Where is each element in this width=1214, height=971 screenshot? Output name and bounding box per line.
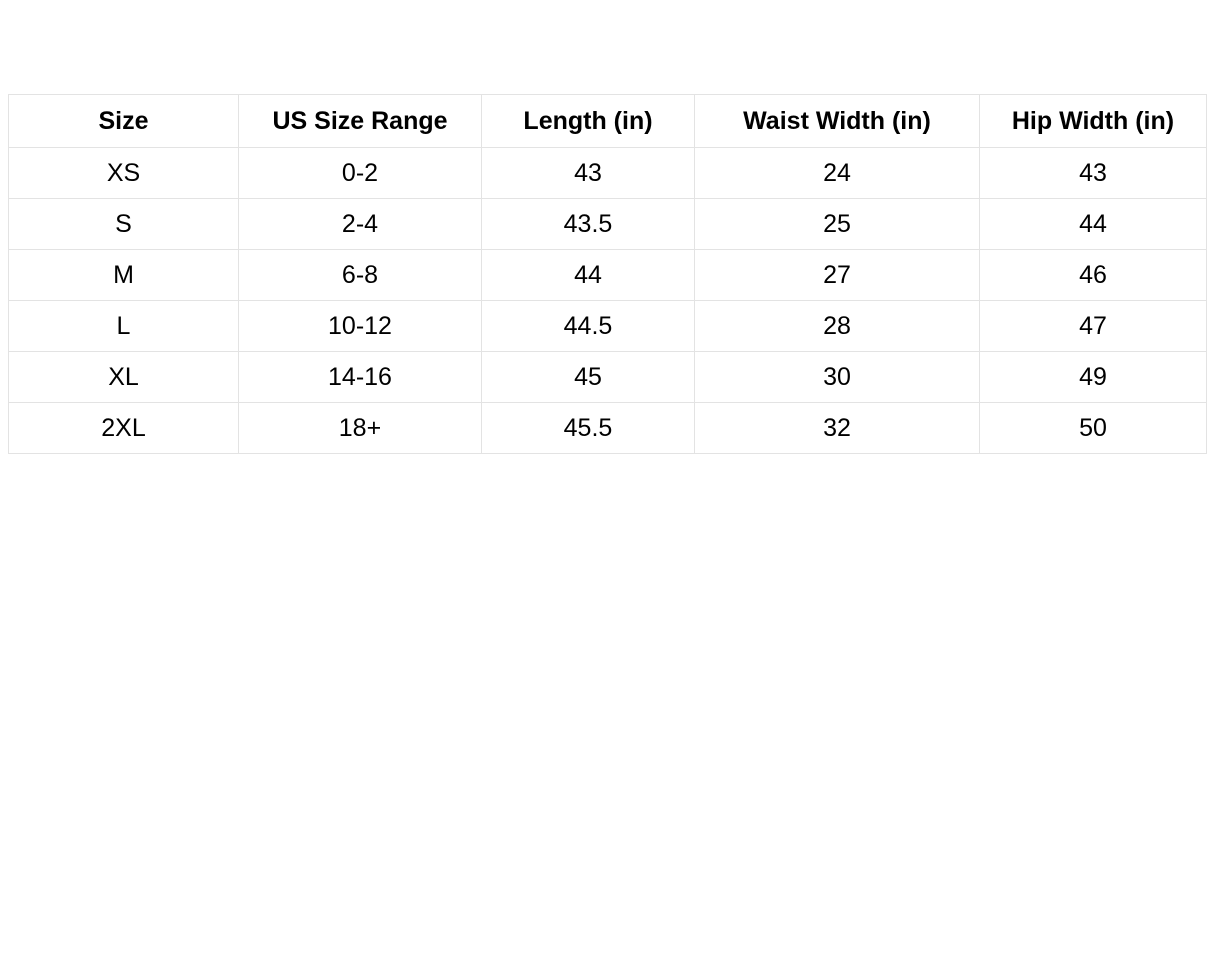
cell-waist-width: 28: [695, 301, 980, 352]
cell-us-size-range: 0-2: [239, 148, 482, 199]
table-row: [9, 199, 1207, 250]
cell-waist-width: 24: [695, 148, 980, 199]
table-body: [9, 148, 1207, 454]
table-header: [9, 95, 1207, 148]
cell-us-size-range: 2-4: [239, 199, 482, 250]
cell-us-size-range: 6-8: [239, 250, 482, 301]
table-row: [9, 301, 1207, 352]
table-row: [9, 148, 1207, 199]
cell-size: 2XL: [9, 403, 239, 454]
cell-size: XL: [9, 352, 239, 403]
cell-hip-width: 44: [980, 199, 1207, 250]
table-header-row: [9, 95, 1207, 148]
cell-us-size-range: 14-16: [239, 352, 482, 403]
cell-hip-width: 43: [980, 148, 1207, 199]
column-header-length: Length (in): [482, 95, 695, 148]
size-chart-container: [8, 94, 1206, 454]
cell-size: L: [9, 301, 239, 352]
column-header-hip-width: Hip Width (in): [980, 95, 1207, 148]
cell-length: 43.5: [482, 199, 695, 250]
cell-hip-width: 50: [980, 403, 1207, 454]
cell-waist-width: 25: [695, 199, 980, 250]
cell-length: 45.5: [482, 403, 695, 454]
cell-hip-width: 46: [980, 250, 1207, 301]
table-row: [9, 403, 1207, 454]
cell-size: XS: [9, 148, 239, 199]
column-header-size: Size: [9, 95, 239, 148]
cell-length: 44.5: [482, 301, 695, 352]
table-row: [9, 250, 1207, 301]
cell-length: 44: [482, 250, 695, 301]
cell-size: M: [9, 250, 239, 301]
table-row: [9, 352, 1207, 403]
cell-us-size-range: 10-12: [239, 301, 482, 352]
cell-size: S: [9, 199, 239, 250]
cell-length: 45: [482, 352, 695, 403]
size-chart-table: [8, 94, 1207, 454]
cell-waist-width: 32: [695, 403, 980, 454]
cell-length: 43: [482, 148, 695, 199]
column-header-us-size-range: US Size Range: [239, 95, 482, 148]
cell-waist-width: 30: [695, 352, 980, 403]
cell-waist-width: 27: [695, 250, 980, 301]
cell-hip-width: 49: [980, 352, 1207, 403]
cell-hip-width: 47: [980, 301, 1207, 352]
cell-us-size-range: 18+: [239, 403, 482, 454]
column-header-waist-width: Waist Width (in): [695, 95, 980, 148]
